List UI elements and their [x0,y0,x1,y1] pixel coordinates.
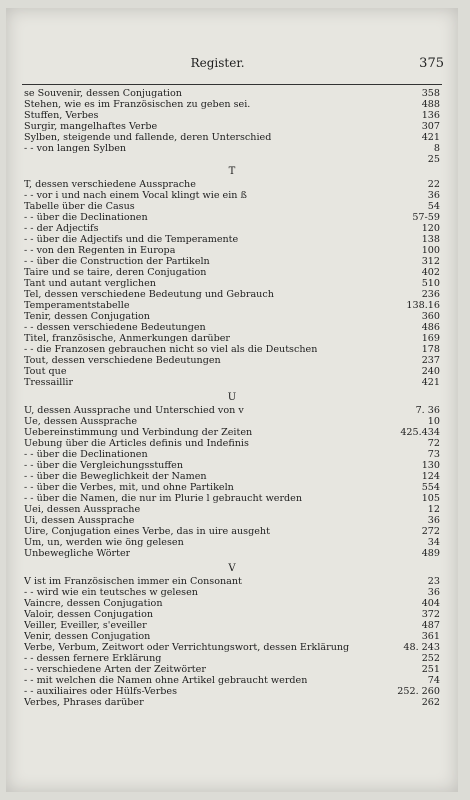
entry-page: 74 [427,675,440,686]
page-header [16,56,444,71]
entry-page: 124 [421,471,440,482]
entry-text: Verbe, Verbum, Zeitwort oder Verrichtungswort, dessen Erklärung [24,642,350,653]
entry-text: Titel, französische, Anmerkungen darüber [24,333,230,344]
entry-page: 252. 260 [397,686,440,697]
entry-page: 425.434 [400,427,440,438]
entry-page: 120 [421,223,440,234]
register-entry [24,449,440,460]
entry-page: 73 [427,449,440,460]
register-entry [24,526,440,537]
section-letter: U [227,392,237,403]
entry-page: 487 [421,620,440,631]
entry-page: 57-59 [412,212,440,223]
entry-page: 36 [427,515,440,526]
register-entry [24,179,440,190]
entry-page: 237 [421,355,440,366]
entry-text: se Souvenir, dessen Conjugation [24,88,182,99]
entry-text: - - über die Declinationen [24,449,148,460]
entry-text: Tout que [24,366,67,377]
register-entry [24,438,440,449]
register-entry [24,289,440,300]
entry-text: Uebereinstimmung und Verbindung der Zeiten [24,427,253,438]
register-entry [24,88,440,99]
entry-text: Temperamentstabelle [24,300,130,311]
section-letter: T [228,166,236,177]
register-entry [24,537,440,548]
page-number: 375 [419,56,444,71]
register-entry [24,460,440,471]
entry-page: 272 [421,526,440,537]
register-entry [24,609,440,620]
entry-text: - - der Adjectifs [24,223,99,234]
entry-text: - - über die Beweglichkeit der Namen [24,471,207,482]
entry-page: 54 [427,201,440,212]
entry-page: 8 [433,143,440,154]
entry-text: V ist im Französischen immer ein Consonant [24,576,242,587]
register-entry [24,333,440,344]
register-entry [24,110,440,121]
register-entry [24,278,440,289]
register-entry [24,355,440,366]
entry-page: 372 [421,609,440,620]
entry-text: - - über die Construction der Partikeln [24,256,210,267]
register-entry [24,405,440,416]
entry-page: 486 [421,322,440,333]
entry-text: Stuffen, Verbes [24,110,99,121]
entry-text: Stehen, wie es im Französischen zu geben sei. [24,99,251,110]
entry-text: - - mit welchen die Namen ohne Artikel gebraucht werden [24,675,308,686]
entry-page: 402 [421,267,440,278]
entry-page: 22 [427,179,440,190]
register-entry [24,515,440,526]
entry-page: 138.16 [406,300,440,311]
entry-page: 252 [421,653,440,664]
entry-page: 34 [427,537,440,548]
entry-page: 48. 243 [403,642,440,653]
entry-text: Sylben, steigende und fallende, deren Unterschied [24,132,272,143]
entry-text: - - von langen Sylben [24,143,127,154]
entry-text: Vaincre, dessen Conjugation [24,598,163,609]
entry-text: - - dessen fernere Erklärung [24,653,162,664]
entry-text: Tout, dessen verschiedene Bedeutungen [24,355,221,366]
entry-page: 404 [421,598,440,609]
register-entry [24,143,440,154]
header-rule [22,84,442,85]
book-page [6,8,458,792]
register-entry [24,234,440,245]
register-entry [24,675,440,686]
register-entry [24,267,440,278]
section-letter: V [228,563,236,574]
entry-page: 12 [427,504,440,515]
register-entry [24,493,440,504]
entry-text: - - über die Verbes, mit, und ohne Partikeln [24,482,234,493]
entry-page: 488 [421,99,440,110]
entry-text: Tabelle über die Casus [24,201,135,212]
entry-text: - - wird wie ein teutsches w gelesen [24,587,198,598]
register-entry [24,598,440,609]
register-entry [24,190,440,201]
entry-page: 100 [421,245,440,256]
entry-page: 36 [427,587,440,598]
entry-text: Uebung über die Articles definis und Indefinis [24,438,249,449]
register-entry [24,201,440,212]
entry-page: 23 [427,576,440,587]
register-entry [24,223,440,234]
register-entry [24,366,440,377]
entry-text: Ue, dessen Aussprache [24,416,138,427]
register-entry [24,212,440,223]
entry-page: 130 [421,460,440,471]
register-entry [24,471,440,482]
register-entry [24,548,440,559]
entry-page: 312 [421,256,440,267]
entry-page: 236 [421,289,440,300]
register-entry [24,482,440,493]
entry-text: - - über die Declinationen [24,212,148,223]
register-entry [24,300,440,311]
entry-page: 25 [427,154,440,165]
entry-page: 554 [421,482,440,493]
entry-page: 421 [421,132,440,143]
register-entry [24,587,440,598]
entry-text: Ui, dessen Aussprache [24,515,135,526]
entry-page: 105 [421,493,440,504]
entry-text: - - von den Regenten in Europa [24,245,176,256]
entry-page: 178 [421,344,440,355]
entry-text: Unbewegliche Wörter [24,548,131,559]
register-entry [24,631,440,642]
page-title: Register. [190,56,245,70]
register-entry [24,322,440,333]
register-entry [24,344,440,355]
entry-page: 489 [421,548,440,559]
register-entry [24,256,440,267]
register-entry [24,697,440,708]
entry-text: T, dessen verschiedene Aussprache [24,179,196,190]
register-entry [24,377,440,388]
entry-page: 510 [421,278,440,289]
entry-page: 360 [421,311,440,322]
register-entry [24,427,440,438]
entry-text: - - auxiliaires oder Hülfs-Verbes [24,686,178,697]
register-entry [24,132,440,143]
entry-text: Taire und se taire, deren Conjugation [24,267,207,278]
register-entries [24,88,440,708]
register-entry [24,576,440,587]
register-entry [24,99,440,110]
register-entry [24,154,440,165]
entry-text: Valoir, dessen Conjugation [24,609,154,620]
entry-page: 138 [421,234,440,245]
register-entry [24,653,440,664]
register-entry [24,311,440,322]
entry-text: Verbes, Phrases darüber [24,697,144,708]
entry-page: 262 [421,697,440,708]
entry-text: - - die Franzosen gebrauchen nicht so viel als die Deutschen [24,344,318,355]
entry-text: - - über die Vergleichungsstuffen [24,460,184,471]
entry-page: 36 [427,190,440,201]
entry-text: Surgir, mangelhaftes Verbe [24,121,158,132]
register-entry [24,620,440,631]
entry-text: Tressaillir [24,377,74,388]
entry-text: - - vor i und nach einem Vocal klingt wie ein ß [24,190,247,201]
register-entry [24,686,440,697]
entry-page: 136 [421,110,440,121]
entry-text: Tel, dessen verschiedene Bedeutung und Gebrauch [24,289,274,300]
entry-text: Uire, Conjugation eines Verbe, das in uire ausgeht [24,526,270,537]
entry-page: 7. 36 [415,405,440,416]
entry-page: 421 [421,377,440,388]
entry-text: Venir, dessen Conjugation [24,631,151,642]
entry-page: 72 [427,438,440,449]
register-entry [24,664,440,675]
entry-page: 307 [421,121,440,132]
register-entry [24,504,440,515]
register-entry [24,245,440,256]
entry-text: - - über die Namen, die nur im Plurie l gebraucht werden [24,493,303,504]
entry-page: 358 [421,88,440,99]
entry-text: U, dessen Aussprache und Unterschied von v [24,405,244,416]
entry-page: 10 [427,416,440,427]
register-entry [24,642,440,653]
entry-text: Veiller, Eveiller, s'eveiller [24,620,147,631]
entry-text: Tant und autant verglichen [24,278,156,289]
entry-text: Tenir, dessen Conjugation [24,311,150,322]
entry-page: 240 [421,366,440,377]
register-entry [24,416,440,427]
entry-page: 361 [421,631,440,642]
entry-text: - - dessen verschiedene Bedeutungen [24,322,206,333]
entry-text: - - verschiedene Arten der Zeitwörter [24,664,206,675]
register-entry [24,121,440,132]
entry-text: Uei, dessen Aussprache [24,504,141,515]
entry-page: 251 [421,664,440,675]
entry-text: - - über die Adjectifs und die Temperamente [24,234,239,245]
entry-text: Um, un, werden wie öng gelesen [24,537,184,548]
entry-page: 169 [421,333,440,344]
